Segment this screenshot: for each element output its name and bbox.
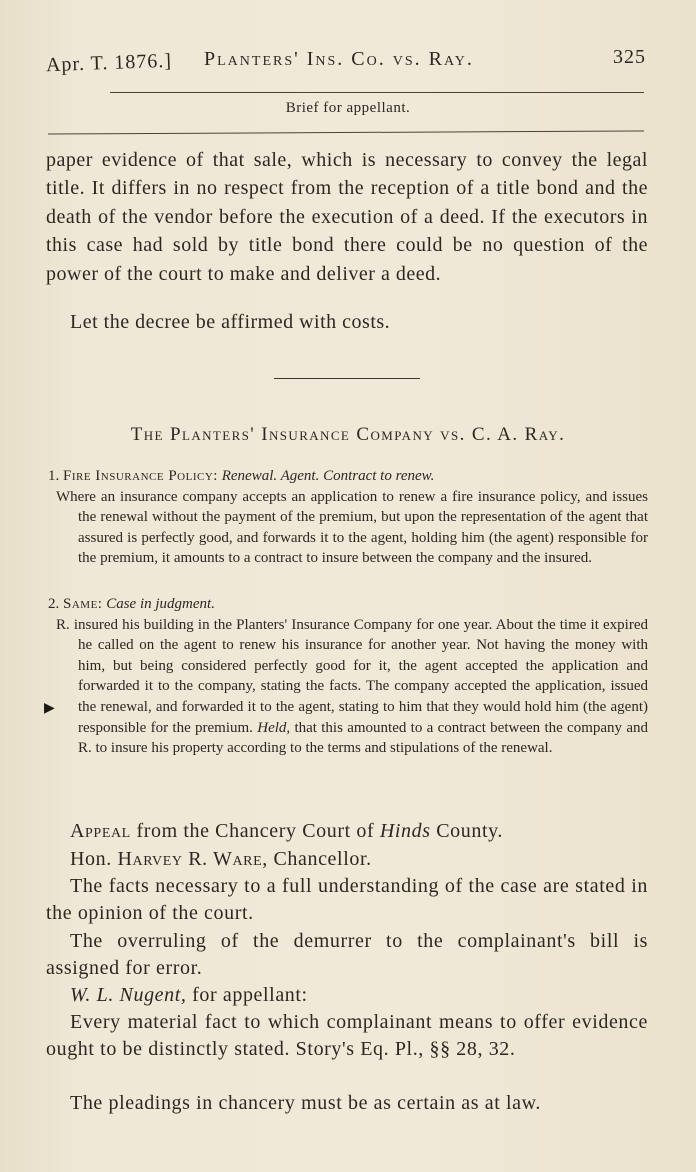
running-header bbox=[46, 44, 650, 78]
facts-paragraph: The facts necessary to a full understanding of the case are stated in the opinion of the court. bbox=[46, 875, 648, 925]
certainty-paragraph: The pleadings in chancery must be as certain as at law. bbox=[70, 1092, 541, 1114]
headnote-2-number: 2. bbox=[48, 596, 60, 612]
headnote-1-heading bbox=[48, 466, 648, 487]
case-title: The Planters' Insurance Company vs. C. A. Ray. bbox=[130, 424, 566, 445]
headnote-2-heading bbox=[48, 594, 648, 615]
judge-name: Harvey R. Ware, bbox=[117, 848, 268, 870]
decree-paragraph: Let the decree be affirmed with costs. bbox=[70, 311, 391, 333]
judge-title: Chancellor. bbox=[273, 848, 372, 870]
headnote-2-text-a: R. insured his building in the Planters' Insurance Company for one year. About the time it expired he called on the agent to renew his insurance for another year. Not having the money with him, but being considered perfectly good for it, the agent accepted the application and forwarded it to the company, stating the facts. The company accepted the application, issued the renewal, and forwarded it to the agent, stating to him that they would hold him (the agent) responsible for the premium. bbox=[56, 616, 648, 736]
counsel-line bbox=[46, 982, 648, 1009]
appeal-word: Appeal bbox=[70, 820, 131, 842]
headnote-1-number: 1. bbox=[48, 468, 60, 484]
continuation-paragraph: paper evidence of that sale, which is necessary to convey the legal title. It differs in no respect from the reception of a title bond and the death of the vendor before the execution of a deed. If the executors in this case had sold by title bond there could be no question of the power of the court to make and deliver a deed. bbox=[46, 149, 648, 285]
headnote-1-text: Where an insurance company accepts an application to renew a fire insurance policy, and issues the renewal without the payment of the premium, but upon the representation of the agent that assured is perfectly good, and forwards it to the agent, holding him (the agent) responsible for the premium, it amounts to a contract to insure between the company and the insured. bbox=[56, 488, 648, 567]
header-rule-top bbox=[110, 92, 644, 93]
appeal-court: from the Chancery Court of bbox=[136, 820, 375, 842]
appeal-line bbox=[46, 818, 648, 845]
counsel-name: W. L. Nugent, bbox=[70, 984, 187, 1006]
counsel-role: for appellant: bbox=[192, 984, 308, 1006]
demurrer-paragraph: The overruling of the demurrer to the complainant's bill is assigned for error. bbox=[46, 930, 648, 980]
judge-prefix: Hon. bbox=[70, 848, 112, 870]
headnote-1-topics: Renewal. Agent. Contract to renew. bbox=[221, 468, 435, 484]
headnote-2 bbox=[48, 594, 648, 759]
headnote-1-label: Fire Insurance Policy: bbox=[63, 468, 218, 484]
header-running-title: Planters' Ins. Co. vs. Ray. bbox=[204, 48, 474, 70]
headnote-2-topics: Case in judgment. bbox=[106, 596, 215, 612]
margin-pointer-mark: ▶ bbox=[44, 701, 55, 716]
appeal-county-word: County. bbox=[436, 820, 504, 842]
headnote-2-text-b: that this amounted to a contract between the company and R. to insure his property according to the terms and stipulations of the renewal. bbox=[78, 719, 648, 757]
header-rule-bottom bbox=[48, 130, 644, 134]
section-divider bbox=[274, 378, 420, 379]
headnote-2-held: Held, bbox=[257, 719, 291, 736]
header-date: Apr. T. 1876.] bbox=[45, 49, 173, 77]
appeal-county-name: Hinds bbox=[379, 820, 431, 842]
headnote-2-text bbox=[48, 615, 648, 759]
headnote-2-label: Same: bbox=[63, 596, 103, 612]
pleading-rule-paragraph: Every material fact to which complainant means to offer evidence ought to be distinctly stated. Story's Eq. Pl., §§ 28, 32. bbox=[46, 1011, 648, 1061]
headnote-1 bbox=[48, 466, 648, 569]
brief-label: Brief for appellant. bbox=[285, 100, 411, 116]
page-number: 325 bbox=[613, 46, 646, 68]
judge-line bbox=[46, 846, 648, 873]
